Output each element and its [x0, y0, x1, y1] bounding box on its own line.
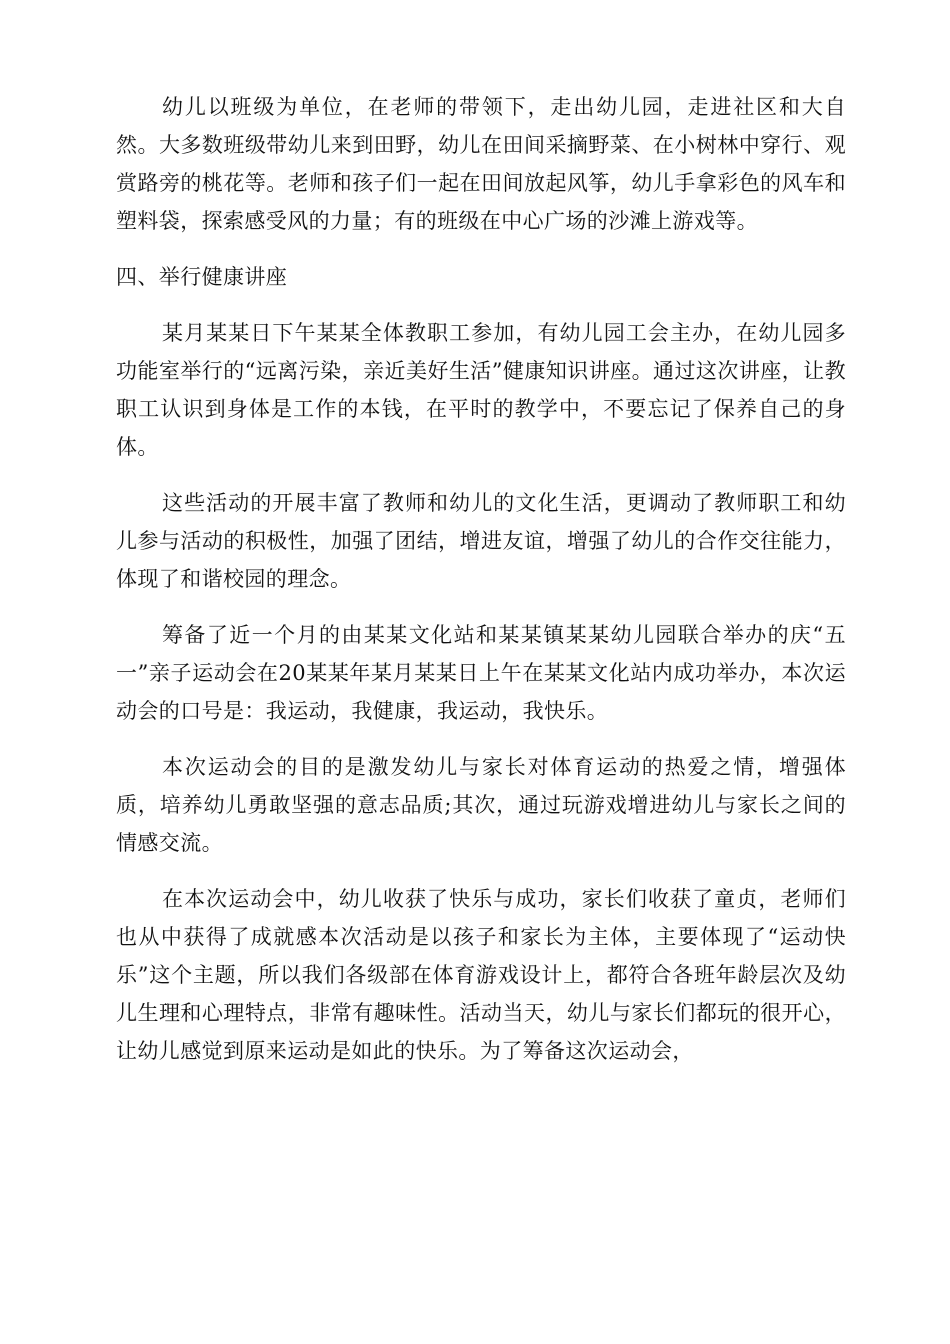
document-body — [116, 88, 846, 1088]
paragraph-sports-meet-goal: 本次运动会的目的是激发幼儿与家长对体育运动的热爱之情，增强体质，培养幼儿勇敢坚强的意志品质;其次，通过玩游戏增进幼儿与家长之间的情感交流。 — [116, 755, 846, 855]
paragraph-sports-meet-intro: 筹备了近一个月的由某某文化站和某某镇某某幼儿园联合举办的庆“五一”亲子运动会在20某某年某月某某日上午在某某文化站内成功举办，本次运动会的口号是：我运动，我健康，我运动，我快乐。 — [116, 623, 846, 723]
paragraph-sports-meet-result: 在本次运动会中，幼儿收获了快乐与成功，家长们收获了童贞，老师们也从中获得了成就感本次活动是以孩子和家长为主体，主要体现了“运动快乐”这个主题，所以我们各级部在体育游戏设计上，都符合各班年龄层次及幼儿生理和心理特点，非常有趣味性。活动当天，幼儿与家长们都玩的很开心，让幼儿感觉到原来运动是如此的快乐。为了筹备这次运动会， — [116, 887, 846, 1063]
paragraph-health-lecture: 某月某某日下午某某全体教职工参加，有幼儿园工会主办，在幼儿园多功能室举行的“远离污染，亲近美好生活”健康知识讲座。通过这次讲座，让教职工认识到身体是工作的本钱，在平时的教学中，不要忘记了保养自己的身体。 — [116, 321, 846, 459]
paragraph-activities-summary: 这些活动的开展丰富了教师和幼儿的文化生活，更调动了教师职工和幼儿参与活动的积极性，加强了团结，增进友谊，增强了幼儿的合作交往能力，体现了和谐校园的理念。 — [116, 491, 846, 591]
paragraph-nature-outing: 幼儿以班级为单位，在老师的带领下，走出幼儿园，走进社区和大自然。大多数班级带幼儿来到田野，幼儿在田间采摘野菜、在小树林中穿行、观赏路旁的桃花等。老师和孩子们一起在田间放起风筝，幼儿手拿彩色的风车和塑料袋，探索感受风的力量；有的班级在中心广场的沙滩上游戏等。 — [116, 95, 846, 233]
section-heading-health-lecture: 四、举行健康讲座 — [116, 265, 288, 289]
